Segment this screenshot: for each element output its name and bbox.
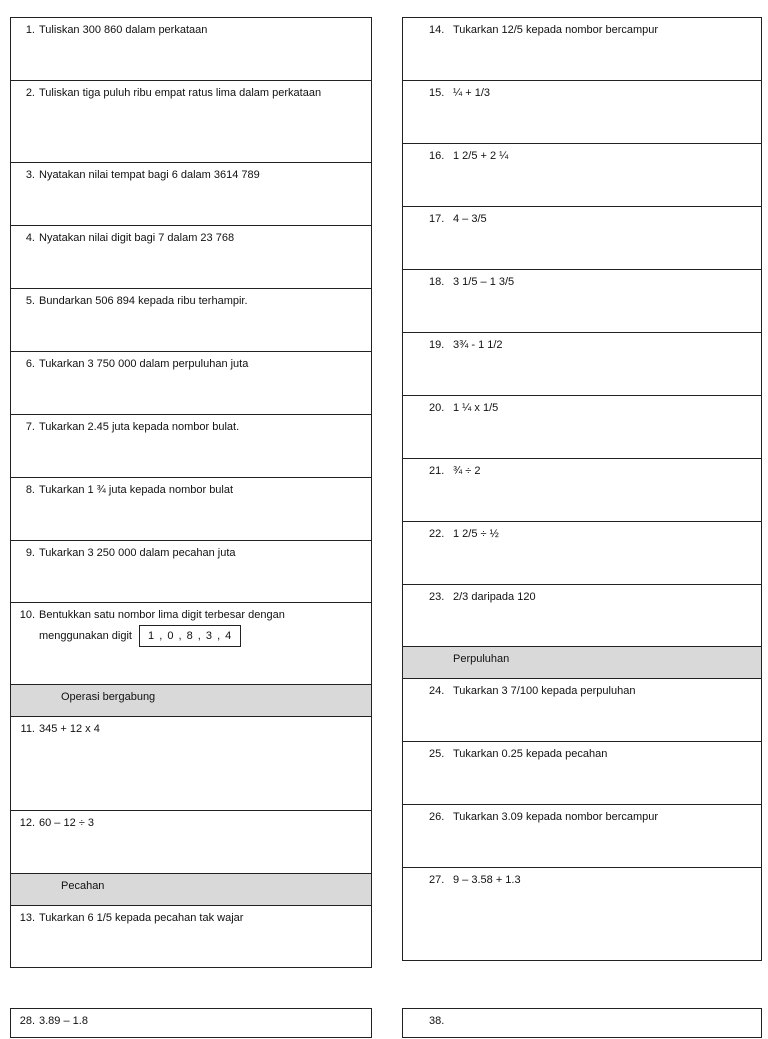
question-row-11 [11, 717, 371, 811]
question-number: 9. [25, 547, 35, 559]
question-row-16 [403, 144, 761, 207]
question-number: 27. [429, 874, 445, 886]
right-question-table [402, 17, 762, 961]
question-row-9 [11, 541, 371, 603]
question-text: 9 – 3.58 + 1.3 [453, 874, 521, 886]
question-text: 2/3 daripada 120 [453, 591, 536, 603]
question-text: ¼ + 1/3 [453, 87, 491, 99]
question-number: 13. [19, 912, 35, 924]
question-row-21 [403, 459, 761, 522]
section-header-label: Operasi bergabung [61, 691, 156, 703]
question-number: 18. [429, 276, 445, 288]
question-number: 25. [429, 748, 445, 760]
question-number: 5. [25, 295, 35, 307]
question-text: 345 + 12 x 4 [39, 723, 100, 735]
question-number: 19. [429, 339, 445, 351]
question-text: Bentukkan satu nombor lima digit terbesar dengan [39, 609, 285, 621]
section-header-label: Perpuluhan [453, 653, 510, 665]
question-number: 23. [429, 591, 445, 603]
left-question-table [10, 17, 372, 968]
question-row-5 [11, 289, 371, 352]
question-number: 20. [429, 402, 445, 414]
question-number: 2. [25, 87, 35, 99]
question-number: 21. [429, 465, 445, 477]
question-text: 3¾ - 1 1/2 [453, 339, 503, 351]
question-text: 60 – 12 ÷ 3 [39, 817, 94, 829]
question-row-27 [403, 868, 761, 960]
question-text: Tukarkan 0.25 kepada pecahan [453, 748, 608, 760]
question-text: 3.89 – 1.8 [39, 1015, 88, 1027]
question-number: 11. [20, 723, 35, 735]
question-row-23 [403, 585, 761, 647]
question-number: 3. [25, 169, 35, 181]
question-text: 1 ¼ x 1/5 [453, 402, 499, 414]
bottom-left-question-table [10, 1008, 372, 1038]
question-number: 8. [25, 484, 35, 496]
question-text: Tukarkan 12/5 kepada nombor bercampur [453, 24, 659, 36]
question-row-20 [403, 396, 761, 459]
digits-box: 1 , 0 , 8 , 3 , 4 [139, 625, 241, 647]
question-number: 4. [25, 232, 35, 244]
question-text: Tukarkan 3.09 kepada nombor bercampur [453, 811, 659, 823]
question-row-28 [11, 1009, 371, 1039]
section-header-label: Pecahan [61, 880, 105, 892]
section-header-pecahan [11, 874, 371, 906]
question-row-24 [403, 679, 761, 742]
question-text: Bundarkan 506 894 kepada ribu terhampir. [39, 295, 248, 307]
question-row-15 [403, 81, 761, 144]
question-number: 22. [429, 528, 445, 540]
section-header-operasi-bergabung [11, 685, 371, 717]
bottom-right-question-table [402, 1008, 762, 1038]
question-number: 12. [19, 817, 35, 829]
question-number: 6. [25, 358, 35, 370]
question-text: 1 2/5 ÷ ½ [453, 528, 499, 540]
question-number: 15. [429, 87, 445, 99]
question-number: 7. [25, 421, 35, 433]
question-row-2 [11, 81, 371, 163]
question-row-6 [11, 352, 371, 415]
question-row-13 [11, 906, 371, 967]
question-row-12 [11, 811, 371, 874]
question-text: 1 2/5 + 2 ¼ [453, 150, 509, 162]
question-number: 1. [25, 24, 35, 36]
question-row-22 [403, 522, 761, 585]
question-number: 17. [429, 213, 445, 225]
question-row-25 [403, 742, 761, 805]
question-row-18 [403, 270, 761, 333]
question-number: 38. [429, 1015, 445, 1027]
question-row-7 [11, 415, 371, 478]
question-text: 3 1/5 – 1 3/5 [453, 276, 515, 288]
question-row-10 [11, 603, 371, 685]
question-text: Tukarkan 3 250 000 dalam pecahan juta [39, 547, 236, 559]
question-text: Tukarkan 2.45 juta kepada nombor bulat. [39, 421, 240, 433]
question-text: Tukarkan 6 1/5 kepada pecahan tak wajar [39, 912, 244, 924]
question-row-1 [11, 18, 371, 81]
question-row-19 [403, 333, 761, 396]
question-row-17 [403, 207, 761, 270]
question-row-4 [11, 226, 371, 289]
question-row-26 [403, 805, 761, 868]
question-text: Tuliskan tiga puluh ribu empat ratus lima dalam perkataan [39, 87, 322, 99]
question-text: Nyatakan nilai digit bagi 7 dalam 23 768 [39, 232, 235, 244]
question-text: 4 – 3/5 [453, 213, 487, 225]
question-text: ¾ ÷ 2 [453, 465, 481, 477]
section-header-perpuluhan [403, 647, 761, 679]
question-text: Tukarkan 3 7/100 kepada perpuluhan [453, 685, 636, 697]
question-text: Tukarkan 1 ¾ juta kepada nombor bulat [39, 484, 234, 496]
question-number: 24. [429, 685, 445, 697]
question-row-3 [11, 163, 371, 226]
question-text-continued: menggunakan digit [39, 629, 132, 642]
question-number: 14. [429, 24, 445, 36]
question-number: 28. [19, 1015, 35, 1027]
question-text: Tuliskan 300 860 dalam perkataan [39, 24, 208, 36]
question-row-38 [403, 1009, 761, 1039]
question-text: Nyatakan nilai tempat bagi 6 dalam 3614 789 [39, 169, 260, 181]
question-text: Tukarkan 3 750 000 dalam perpuluhan juta [39, 358, 249, 370]
question-number: 10. [19, 609, 35, 621]
question-row-14 [403, 18, 761, 81]
question-row-8 [11, 478, 371, 541]
question-number: 16. [429, 150, 445, 162]
question-number: 26. [429, 811, 445, 823]
